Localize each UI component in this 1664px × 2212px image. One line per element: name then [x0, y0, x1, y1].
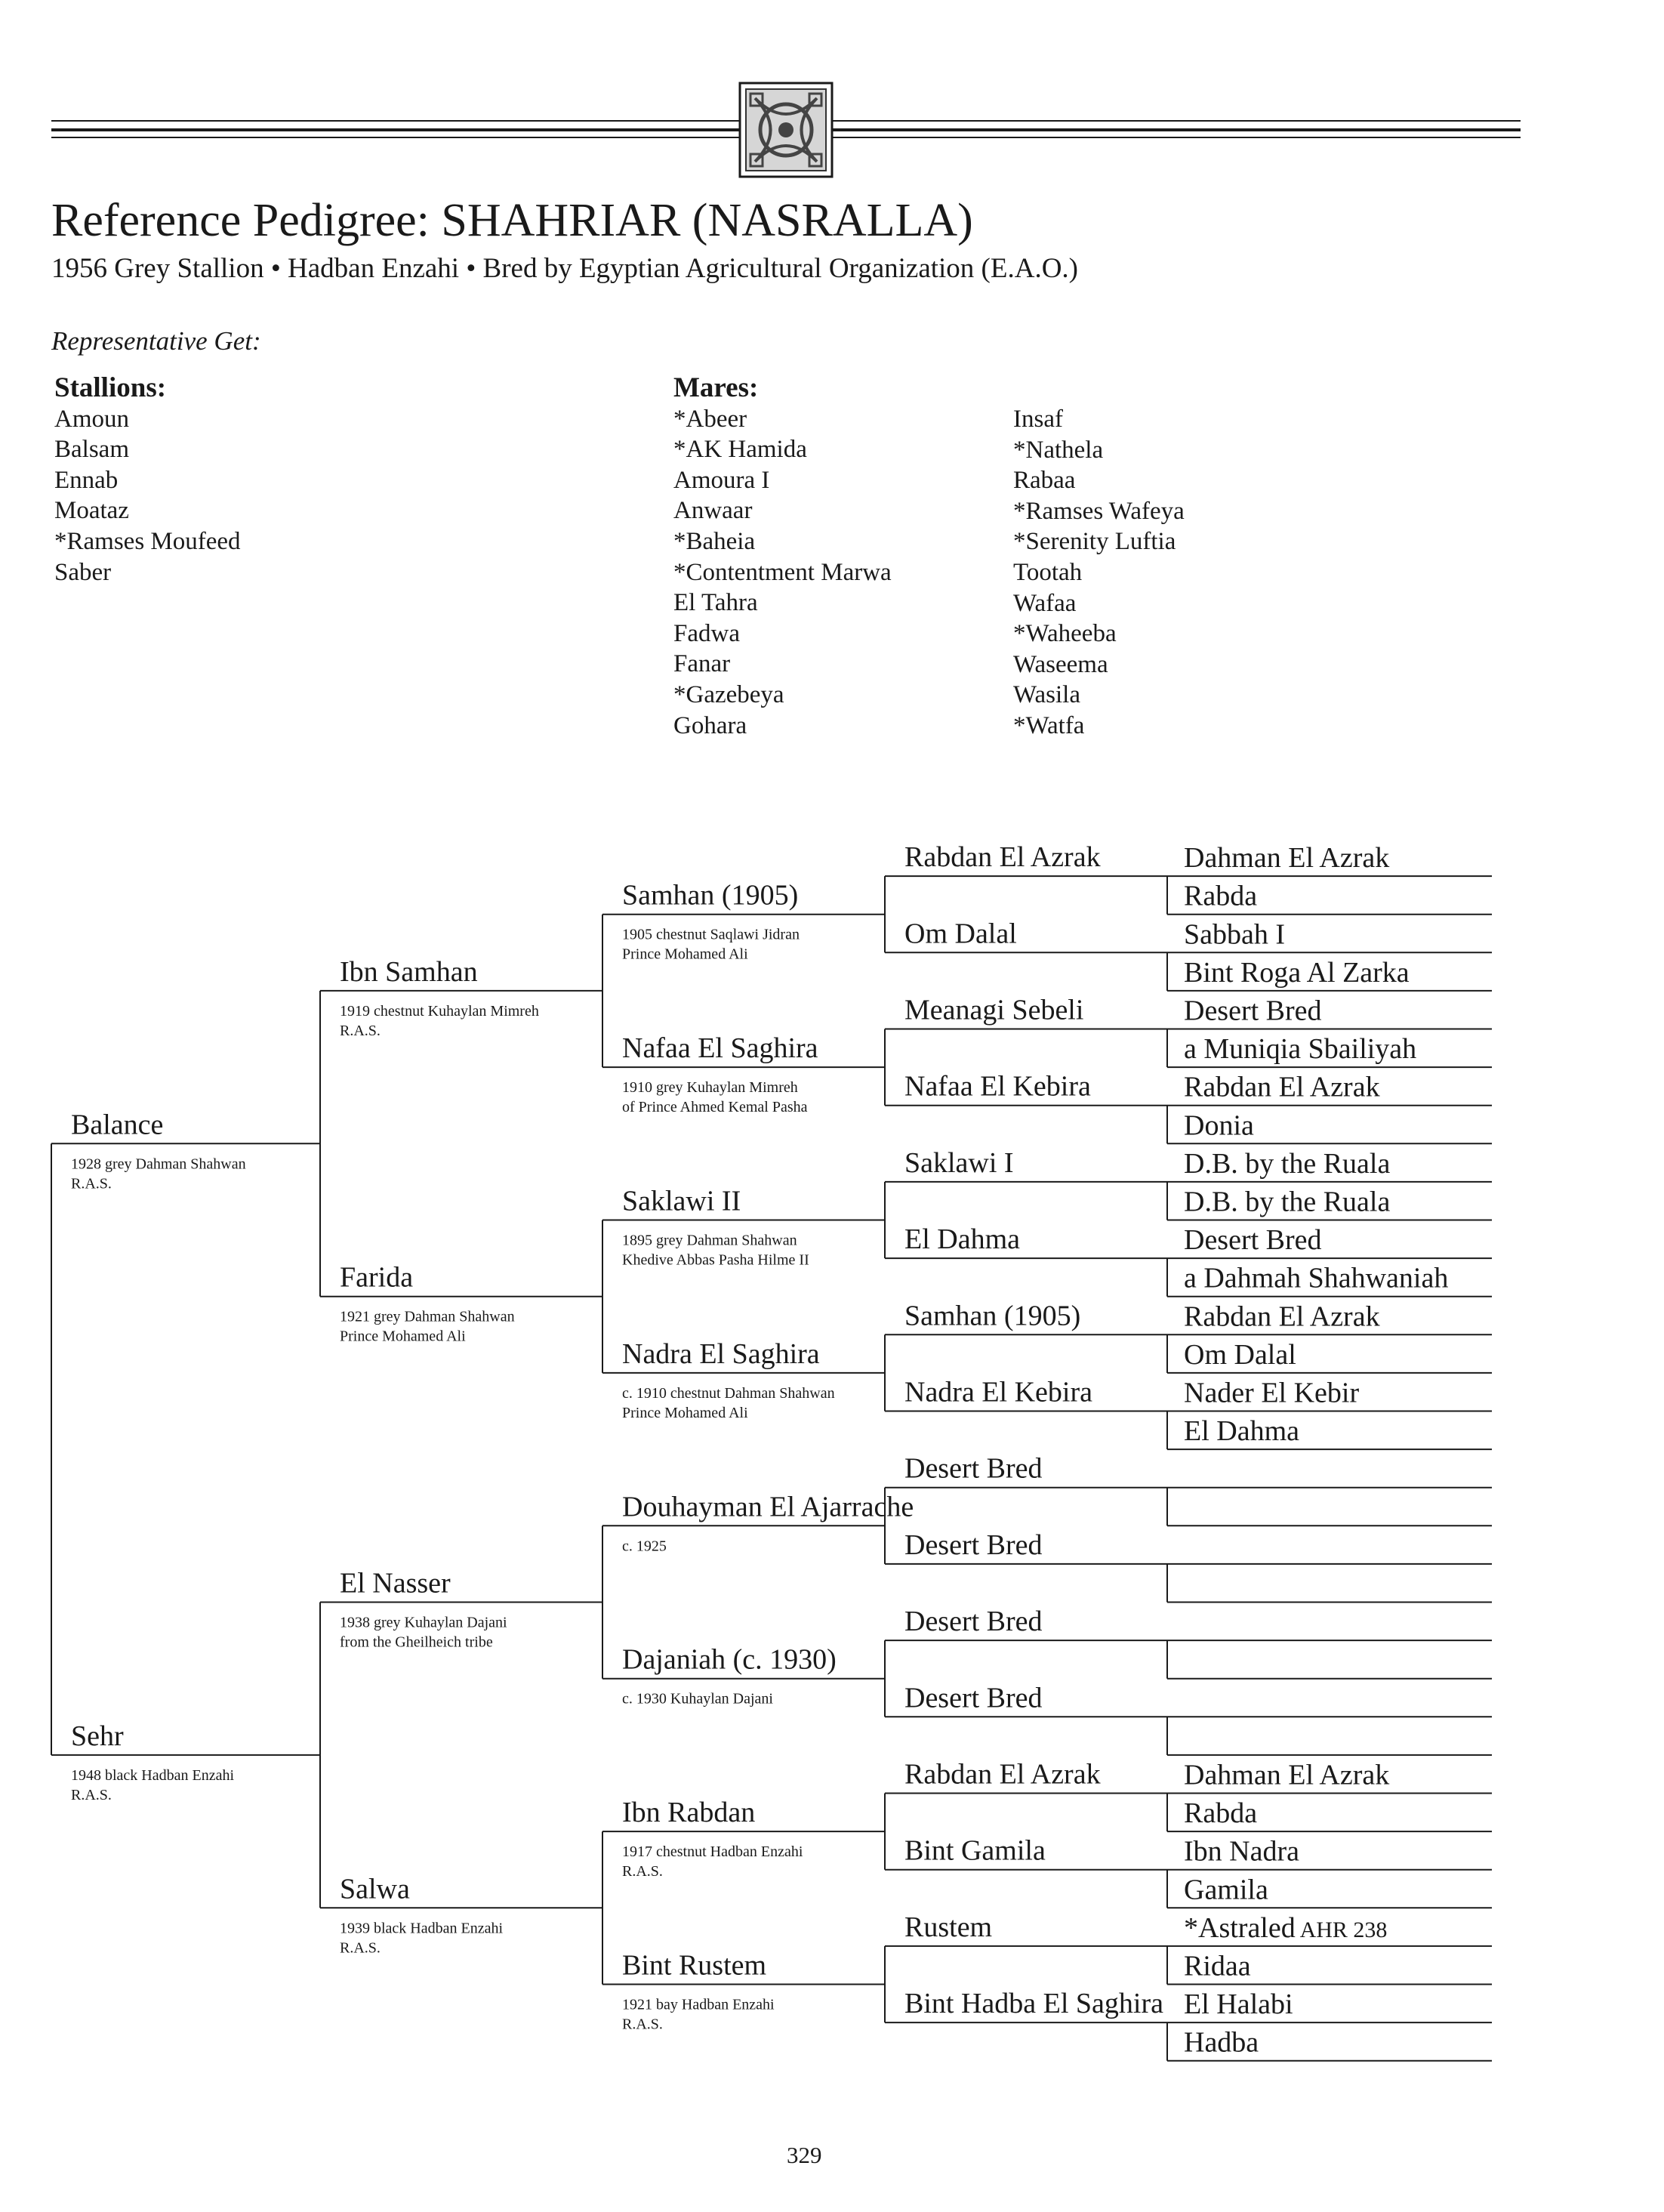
mare-item: Fanar: [673, 650, 731, 678]
ancestor-info: 1921 grey Dahman Shahwan: [340, 1308, 515, 1325]
mare-item: Wafaa: [1013, 589, 1077, 617]
ancestor-info: R.A.S.: [340, 1939, 381, 1957]
mare-item: *Nathela: [1013, 436, 1104, 464]
page-number: 329: [787, 2142, 822, 2168]
ancestor-name: Samhan (1905): [622, 879, 799, 912]
ancestor-name: Dahman El Azrak: [1184, 1759, 1390, 1791]
ancestor-name: Bint Roga Al Zarka: [1184, 956, 1410, 989]
ancestor-info: R.A.S.: [622, 1863, 663, 1880]
ancestor-name: Desert Bred: [1184, 1224, 1322, 1257]
ancestor-name: *Astraled AHR 238: [1184, 1911, 1388, 1944]
stallion-item: Moataz: [54, 497, 129, 525]
stallion-item: Amoun: [54, 405, 129, 433]
ancestor-name: Rabda: [1184, 880, 1258, 912]
ancestor-name: El Nasser: [340, 1567, 451, 1600]
ancestor-name: Desert Bred: [904, 1606, 1043, 1638]
ancestor-info: 1921 bay Hadban Enzahi: [622, 1996, 775, 2013]
ancestor-info: Prince Mohamed Ali: [622, 946, 748, 963]
ancestor-info: R.A.S.: [622, 2016, 663, 2033]
ancestor-name: Rabda: [1184, 1797, 1258, 1830]
ancestor-name: D.B. by the Ruala: [1184, 1186, 1391, 1218]
ancestor-name: Nafaa El Kebira: [904, 1070, 1091, 1103]
ancestor-name: Donia: [1184, 1109, 1254, 1142]
ancestor-info: from the Gheilheich tribe: [340, 1634, 493, 1651]
ancestor-info: 1939 black Hadban Enzahi: [340, 1920, 504, 1937]
ancestor-note: AHR 238: [1295, 1917, 1388, 1942]
ancestor-name: Dahman El Azrak: [1184, 842, 1390, 875]
ancestor-name: Desert Bred: [904, 1452, 1043, 1485]
mare-item: Gohara: [673, 711, 747, 739]
mare-item: *Ramses Wafeya: [1013, 497, 1185, 525]
ancestor-info: Prince Mohamed Ali: [622, 1404, 748, 1421]
ancestor-name: El Dahma: [1184, 1415, 1300, 1448]
ancestor-name: Bint Rustem: [622, 1949, 767, 1982]
mare-item: *Serenity Luftia: [1013, 528, 1176, 556]
mare-item: *Gazebeya: [673, 680, 784, 708]
ancestor-name: Rustem: [904, 1911, 993, 1943]
ancestor-name: Bint Gamila: [904, 1834, 1046, 1867]
mare-item: Amoura I: [673, 466, 770, 494]
ancestor-name: Sabbah I: [1184, 918, 1286, 951]
ancestor-name: Nadra El Saghira: [622, 1337, 820, 1370]
mare-item: Insaf: [1013, 406, 1063, 433]
horse-subtitle: 1956 Grey Stallion • Hadban Enzahi • Bred by Egyptian Agricultural Organization (E.A.O.): [51, 253, 1078, 284]
ancestor-name: Farida: [340, 1261, 414, 1294]
mare-item: Waseema: [1013, 650, 1108, 678]
ancestor-info: 1938 grey Kuhaylan Dajani: [340, 1614, 507, 1631]
ancestor-info: R.A.S.: [71, 1175, 112, 1192]
stallion-item: Ennab: [54, 466, 119, 494]
ancestor-info: 1917 chestnut Hadban Enzahi: [622, 1843, 803, 1861]
ancestor-name: a Dahmah Shahwaniah: [1184, 1262, 1449, 1294]
ancestor-name: Om Dalal: [904, 918, 1017, 950]
mares-label: Mares:: [673, 372, 759, 403]
ancestor-name: Gamila: [1184, 1874, 1268, 1906]
stallion-item: Balsam: [54, 436, 129, 464]
ancestor-name: a Muniqia Sbailiyah: [1184, 1033, 1417, 1066]
ancestor-name: Dajaniah (c. 1930): [622, 1643, 837, 1676]
ancestor-info: c. 1910 chestnut Dahman Shahwan: [622, 1384, 835, 1402]
mare-item: Tootah: [1013, 558, 1083, 586]
ancestor-name: Meanagi Sebeli: [904, 994, 1084, 1026]
ancestor-name: Salwa: [340, 1873, 410, 1905]
ancestor-info: 1928 grey Dahman Shahwan: [71, 1155, 246, 1173]
ancestor-name: Om Dalal: [1184, 1338, 1296, 1371]
ancestor-info: Prince Mohamed Ali: [340, 1328, 466, 1345]
ancestor-name: El Dahma: [904, 1223, 1021, 1256]
mare-item: *Waheeba: [1013, 620, 1117, 648]
ancestor-info: 1895 grey Dahman Shahwan: [622, 1232, 797, 1249]
stallion-item: Saber: [54, 558, 112, 586]
ancestor-info: c. 1925: [622, 1538, 667, 1555]
mare-item: Wasila: [1013, 681, 1080, 709]
mare-item: *Watfa: [1013, 711, 1085, 739]
ancestor-name: Sehr: [71, 1720, 124, 1752]
ancestor-name: Saklawi I: [904, 1146, 1014, 1179]
ancestor-name: Rabdan El Azrak: [904, 1758, 1101, 1791]
mare-item: Fadwa: [673, 619, 740, 647]
ancestor-name: Nafaa El Saghira: [622, 1032, 818, 1065]
ancestor-name: Ibn Rabdan: [622, 1797, 756, 1829]
ancestor-name: Balance: [71, 1109, 164, 1141]
page-title: Reference Pedigree: SHAHRIAR (NASRALLA): [51, 195, 973, 246]
ancestor-info: c. 1930 Kuhaylan Dajani: [622, 1690, 773, 1708]
ancestor-name: Rabdan El Azrak: [1184, 1071, 1380, 1103]
mare-item: El Tahra: [673, 589, 758, 617]
ancestor-name: Ridaa: [1184, 1950, 1251, 1982]
ancestor-info: of Prince Ahmed Kemal Pasha: [622, 1099, 808, 1116]
ancestor-info: 1919 chestnut Kuhaylan Mimreh: [340, 1002, 539, 1020]
mare-item: *Abeer: [673, 405, 747, 433]
ancestor-name: Hadba: [1184, 2026, 1259, 2059]
ancestor-name: Nader El Kebir: [1184, 1377, 1360, 1409]
ancestor-info: R.A.S.: [71, 1786, 112, 1803]
ancestor-name: Samhan (1905): [904, 1300, 1081, 1332]
ancestor-name: El Halabi: [1184, 1988, 1293, 2021]
ancestor-info: 1948 black Hadban Enzahi: [71, 1766, 235, 1784]
ancestor-name: Rabdan El Azrak: [1184, 1300, 1380, 1333]
ancestor-name: Douhayman El Ajarrache: [622, 1491, 914, 1523]
ancestor-name: Desert Bred: [1184, 995, 1322, 1027]
ancestor-name: Rabdan El Azrak: [904, 841, 1101, 874]
ancestor-info: Khedive Abbas Pasha Hilme II: [622, 1251, 809, 1269]
mare-item: Anwaar: [673, 497, 753, 525]
representative-get-heading: Representative Get:: [51, 326, 261, 356]
stallion-item: *Ramses Moufeed: [54, 527, 241, 555]
ancestor-info: R.A.S.: [340, 1022, 381, 1039]
ancestor-name: Saklawi II: [622, 1185, 741, 1217]
mare-item: Rabaa: [1013, 467, 1076, 495]
ancestor-name: Bint Hadba El Saghira: [904, 1988, 1163, 2020]
ancestor-name: Desert Bred: [904, 1682, 1043, 1714]
ancestor-name: Nadra El Kebira: [904, 1376, 1092, 1408]
ancestor-name: Ibn Nadra: [1184, 1835, 1299, 1868]
mare-item: *Contentment Marwa: [673, 558, 892, 586]
ancestor-name: Ibn Samhan: [340, 955, 478, 988]
mare-item: *AK Hamida: [673, 436, 807, 464]
ancestor-info: 1910 grey Kuhaylan Mimreh: [622, 1079, 798, 1097]
ancestor-name: Desert Bred: [904, 1529, 1043, 1561]
ancestor-name: D.B. by the Ruala: [1184, 1147, 1391, 1180]
stallions-label: Stallions:: [54, 372, 167, 403]
mare-item: *Baheia: [673, 527, 756, 555]
ancestor-info: 1905 chestnut Saqlawi Jidran: [622, 926, 800, 943]
